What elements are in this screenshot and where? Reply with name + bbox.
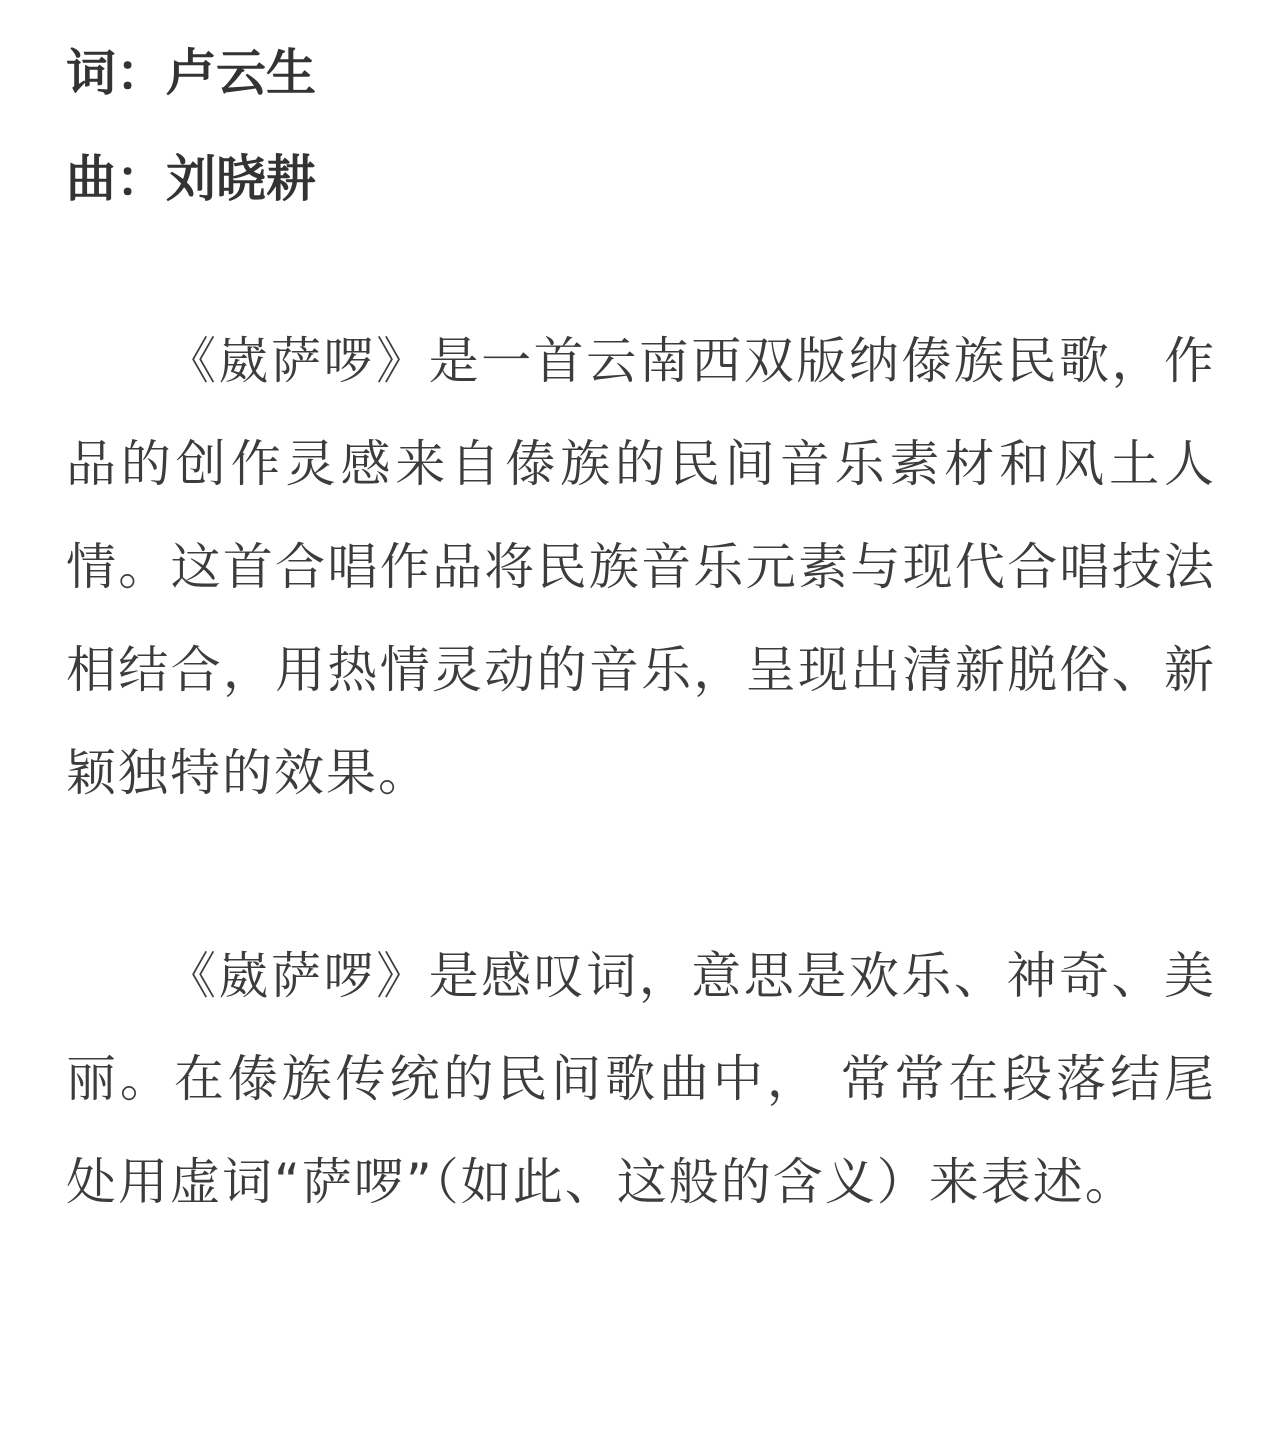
credits <box>66 20 1216 232</box>
composer-credit: 曲：刘晓耕 <box>66 150 316 208</box>
intro-paragraph: 《崴萨啰》是一首云南西双版纳傣族民歌，作品的创作灵感来自傣族的民间音乐素材和风土人情。这首合唱作品将民族音乐元素与现代合唱技法相结合，用热情灵动的音乐，呈现出清新脱俗、新颖独特的效果。 <box>66 332 1216 802</box>
lyricist-credit: 词：卢云生 <box>66 44 316 102</box>
meaning-paragraph: 《崴萨啰》是感叹词，意思是欢乐、神奇、美丽。在傣族传统的民间歌曲中， 常常在段落结尾处用虚词“萨啰”（如此、这般的含义）来表述。 <box>66 947 1216 1211</box>
